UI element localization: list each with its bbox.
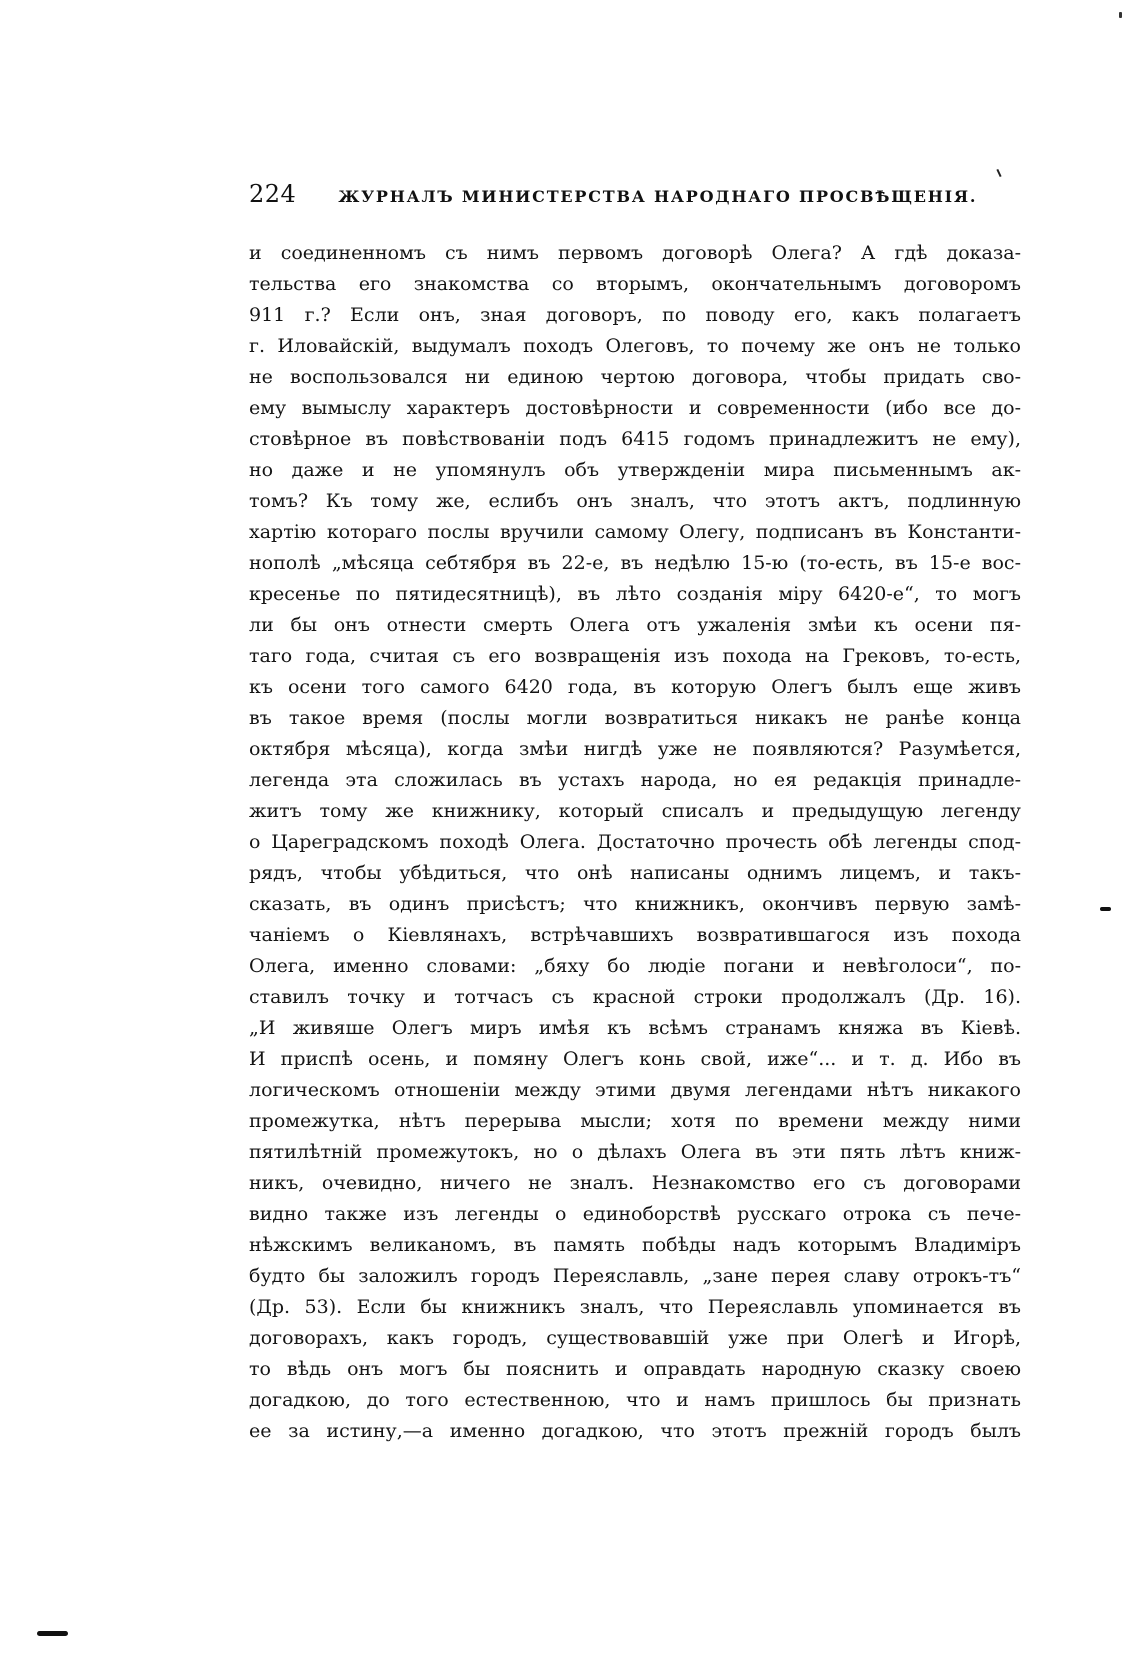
text-line: къ осени того самого 6420 года, въ которую Олегъ былъ еще живъ [249,676,1021,698]
text-line: хартію котораго послы вручили самому Олегу, подписанъ въ Константи- [249,521,1021,543]
text-line: пятилѣтній промежутокъ, но о дѣлахъ Олега въ эти пять лѣтъ книж- [249,1141,1021,1163]
text-line: и соединенномъ съ нимъ первомъ договорѣ Олега? А гдѣ доказа- [249,242,1021,264]
text-line: житъ тому же книжнику, который списалъ и предыдущую легенду [249,800,1021,822]
running-title: ЖУРНАЛЪ МИНИСТЕРСТВА НАРОДНАГО ПРОСВѢЩЕНІЯ. [338,187,978,206]
text-line: промежутка, нѣтъ перерыва мысли; хотя по времени между ними [249,1110,1021,1132]
text-line: рядъ, чтобы убѣдиться, что онѣ написаны однимъ лицемъ, и такъ- [249,862,1021,884]
text-line: октября мѣсяца), когда змѣи нигдѣ уже не появляются? Разумѣется, [249,738,1021,760]
text-line: И приспѣ осень, и помяну Олегъ конь свой, иже“... и т. д. Ибо въ [249,1048,1021,1070]
text-line: стовѣрное въ повѣствованіи подъ 6415 годомъ принадлежитъ не ему), [249,428,1021,450]
text-line: ему вымыслу характеръ достовѣрности и современности (ибо все до- [249,397,1021,419]
margin-mark [37,1631,68,1636]
scan-tick-mark [996,169,1001,177]
text-line: нополѣ „мѣсяца себтября въ 22-е, въ недѣлю 15-ю (то-есть, въ 15-е вос- [249,552,1021,574]
text-line: 911 г.? Если онъ, зная договоръ, по поводу его, какъ полагаетъ [249,304,1021,326]
page-header [249,180,1019,214]
text-line: будто бы заложилъ городъ Переяславль, „зане перея славу отрокъ-тъ“ [249,1265,1021,1287]
text-line: Олега, именно словами: „бяху бо людіе погани и невѣголоси“, по- [249,955,1021,977]
text-line: то вѣдь онъ могъ бы пояснить и оправдать народную сказку своею [249,1358,1021,1380]
text-line: ли бы онъ отнести смерть Олега отъ ужаленія змѣи къ осени пя- [249,614,1021,636]
text-line: о Цареградскомъ походѣ Олега. Достаточно прочесть обѣ легенды спод- [249,831,1021,853]
text-line: „И живяше Олегъ миръ имѣя къ всѣмъ странамъ княжа въ Кіевѣ. [249,1017,1021,1039]
text-line: никъ, очевидно, ничего не зналъ. Незнакомство его съ договорами [249,1172,1021,1194]
text-line: тельства его знакомства со вторымъ, окончательнымъ договоромъ [249,273,1021,295]
text-line: таго года, считая съ его возвращенія изъ похода на Грековъ, то-есть, [249,645,1021,667]
text-line: сказать, въ одинъ присѣстъ; что книжникъ, окончивъ первую замѣ- [249,893,1021,915]
text-line: договорахъ, какъ городъ, существовавшій уже при Олегѣ и Игорѣ, [249,1327,1021,1349]
text-line: г. Иловайскій, выдумалъ походъ Олеговъ, то почему же онъ не только [249,335,1021,357]
text-line: видно также изъ легенды о единоборствѣ русскаго отрока съ пече- [249,1203,1021,1225]
text-line: логическомъ отношеніи между этими двумя легендами нѣтъ никакого [249,1079,1021,1101]
text-line: не воспользовался ни единою чертою договора, чтобы придать сво- [249,366,1021,388]
text-line: легенда эта сложилась въ устахъ народа, но ея редакція принадле- [249,769,1021,791]
text-line: но даже и не упомянулъ объ утвержденіи мира письменнымъ ак- [249,459,1021,481]
page-number: 224 [249,180,297,208]
text-line: чаніемъ о Кіевлянахъ, встрѣчавшихъ возвратившагося изъ похода [249,924,1021,946]
text-line: томъ? Къ тому же, еслибъ онъ зналъ, что этотъ актъ, подлинную [249,490,1021,512]
margin-mark [1100,907,1111,911]
text-line: ее за истину,—а именно догадкою, что этотъ прежній городъ былъ [249,1420,1021,1442]
text-line: догадкою, до того естественною, что и намъ пришлось бы признать [249,1389,1021,1411]
text-line: въ такое время (послы могли возвратиться никакъ не ранѣе конца [249,707,1021,729]
text-line: кресенье по пятидесятницѣ), въ лѣто созданія міру 6420-е“, то могъ [249,583,1021,605]
text-line: ставилъ точку и тотчасъ съ красной строки продолжалъ (Др. 16). [249,986,1021,1008]
text-line: нѣжскимъ великаномъ, въ память побѣды надъ которымъ Владиміръ [249,1234,1021,1256]
text-line: (Др. 53). Если бы книжникъ зналъ, что Переяславль упоминается въ [249,1296,1021,1318]
body-text [249,238,1021,1447]
scan-speck [1119,12,1122,18]
